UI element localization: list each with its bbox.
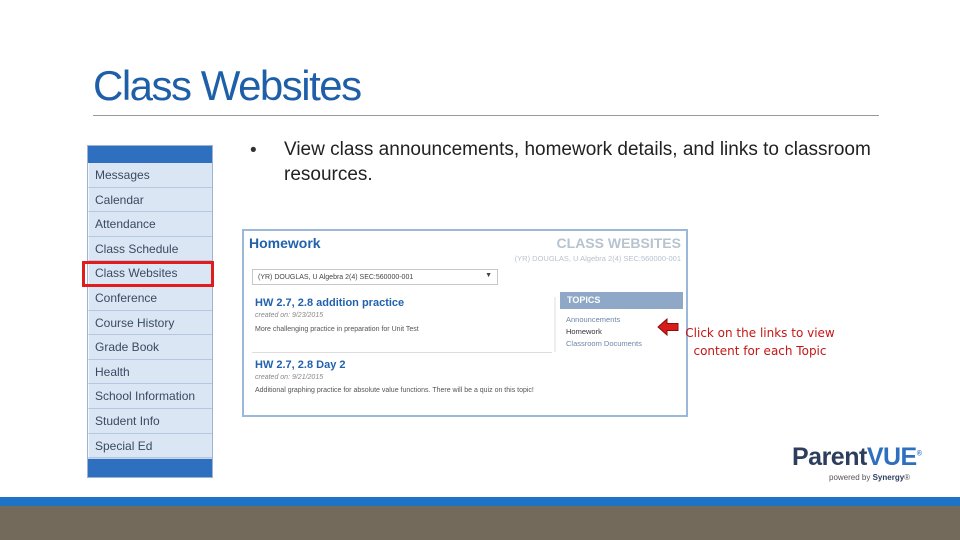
bullet-text: View class announcements, homework details, and links to classroom resources. — [284, 139, 871, 186]
homework-item-description: Additional graphing practice for absolute value functions. There will be a quiz on this topic! — [255, 387, 534, 394]
class-select-dropdown[interactable] — [252, 269, 498, 285]
homework-item-title[interactable]: HW 2.7, 2.8 Day 2 — [255, 359, 346, 371]
caret-down-icon: ▼ — [485, 272, 492, 279]
topics-separator — [554, 297, 556, 352]
sidebar-item-calendar[interactable]: Calendar — [88, 188, 212, 213]
logo-synergy: Synergy — [872, 473, 905, 482]
bullet-marker: • — [250, 140, 257, 161]
homework-divider — [252, 352, 552, 353]
logo-powered-by: powered by — [829, 473, 871, 482]
sidebar-item-class-schedule[interactable]: Class Schedule — [88, 237, 212, 262]
callout-text: Click on the links to view content for each Topic — [685, 326, 835, 358]
sidebar-item-messages[interactable]: Messages — [88, 163, 212, 188]
logo-name-part1: Parent — [792, 443, 867, 471]
slide-title: Class Websites — [93, 62, 361, 109]
class-select-value: (YR) DOUGLAS, U Algebra 2(4) SEC:560000-001 — [258, 274, 414, 281]
sidebar-item-school-information[interactable]: School Information — [88, 384, 212, 409]
homework-item-date: created on: 9/21/2015 — [255, 374, 324, 381]
homework-heading: Homework — [249, 235, 321, 251]
class-websites-heading: CLASS WEBSITES — [556, 235, 681, 251]
sidebar-item-attendance[interactable]: Attendance — [88, 212, 212, 237]
logo-registered-mark: ® — [916, 450, 922, 458]
topics-header: TOPICS — [560, 292, 683, 309]
sidebar-item-course-history[interactable]: Course History — [88, 311, 212, 336]
homework-item-date: created on: 9/23/2015 — [255, 312, 324, 319]
sidebar-nav — [87, 145, 213, 478]
title-divider — [93, 115, 879, 116]
parentvue-logo — [792, 443, 942, 487]
sidebar-item-health[interactable]: Health — [88, 360, 212, 385]
class-subtitle: (YR) DOUGLAS, U Algebra 2(4) SEC:560000-001 — [514, 254, 681, 263]
logo-tagline — [829, 473, 942, 482]
sidebar-item-special-ed[interactable]: Special Ed — [88, 434, 212, 459]
sidebar-item-grade-book[interactable]: Grade Book — [88, 335, 212, 360]
sidebar-item-student-info[interactable]: Student Info — [88, 409, 212, 434]
footer-accent-bar — [0, 497, 960, 506]
homework-item-description: More challenging practice in preparation for Unit Test — [255, 326, 419, 333]
topic-link-classroom-documents[interactable]: Classroom Documents — [566, 339, 642, 348]
sidebar-header-bar — [88, 146, 212, 163]
homework-item-title[interactable]: HW 2.7, 2.8 addition practice — [255, 297, 405, 309]
logo-name-part2: VUE — [866, 443, 917, 471]
logo-synergy-mark: ® — [904, 473, 911, 482]
topic-link-announcements[interactable]: Announcements — [566, 315, 621, 324]
sidebar-item-class-websites[interactable]: Class Websites — [88, 261, 212, 286]
logo-wordmark — [792, 443, 942, 472]
sidebar-item-conference[interactable]: Conference — [88, 286, 212, 311]
sidebar-footer-bar — [88, 459, 212, 477]
class-websites-highlight — [82, 261, 214, 287]
class-website-screenshot — [242, 229, 688, 417]
footer-bar — [0, 506, 960, 540]
topic-link-homework[interactable]: Homework — [566, 327, 602, 336]
